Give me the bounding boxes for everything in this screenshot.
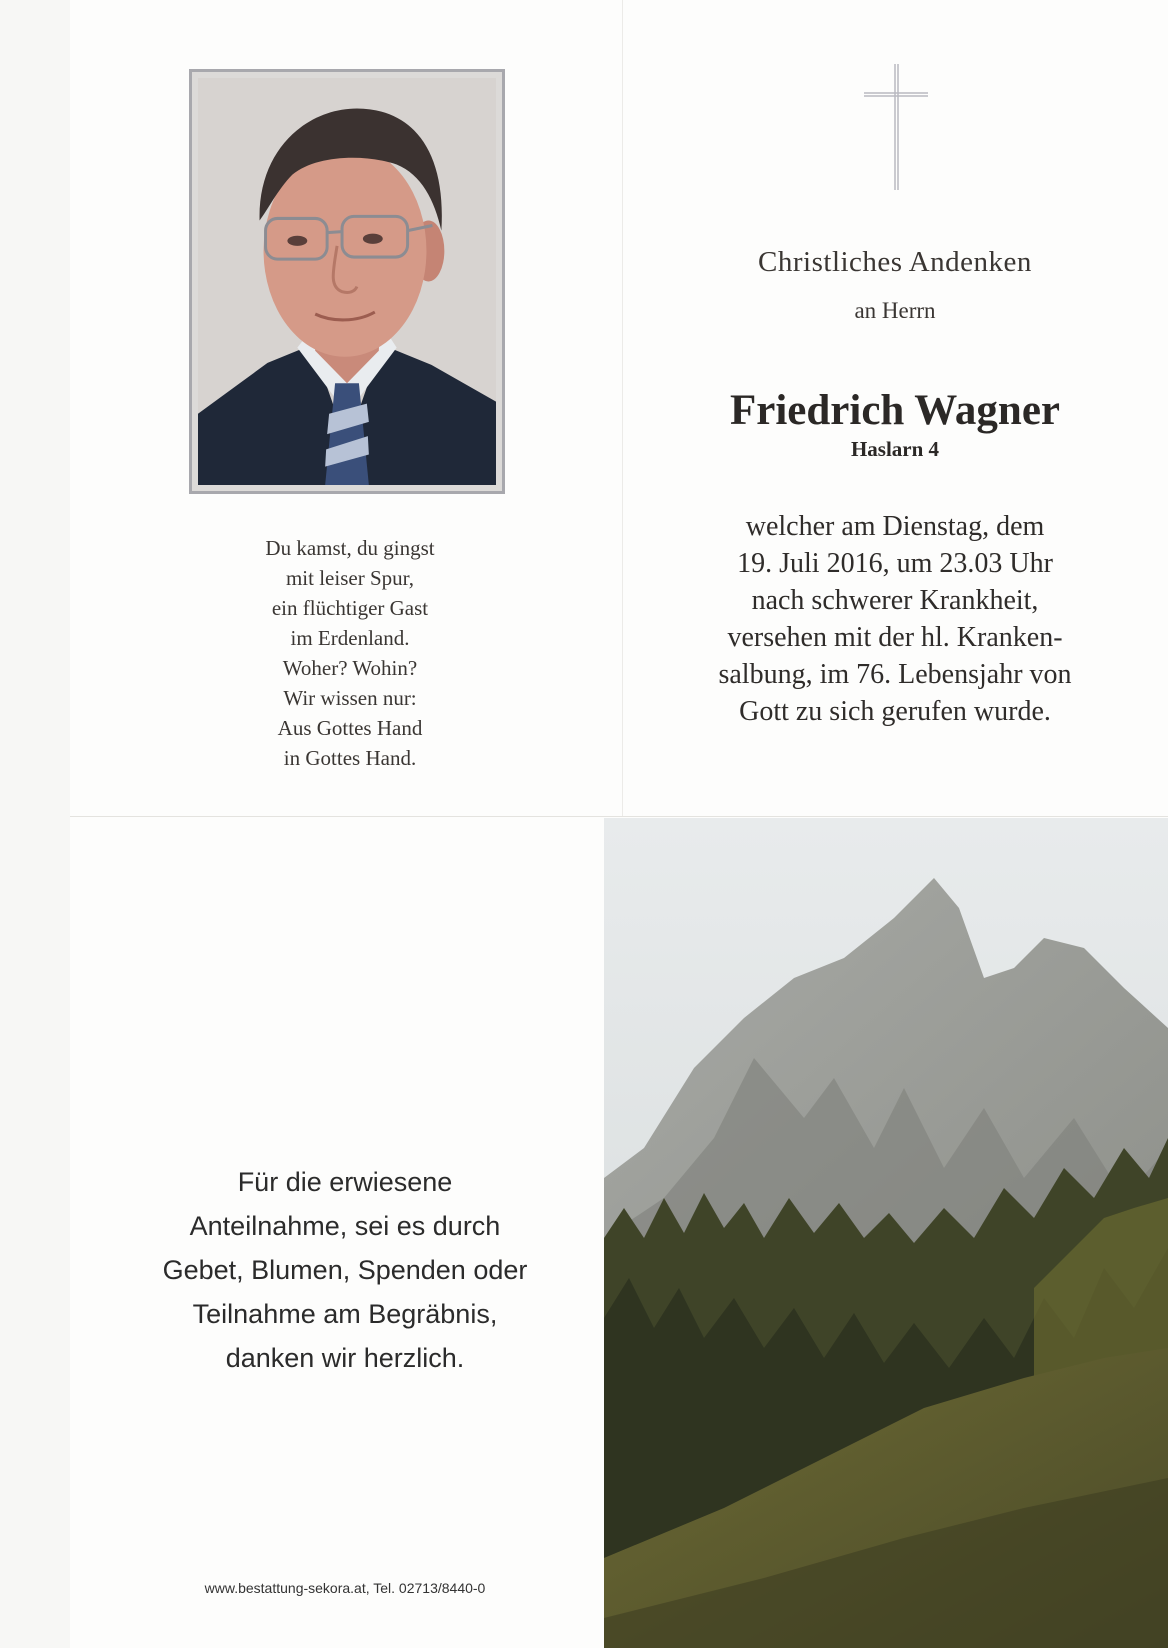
funeral-home-contact: www.bestattung-sekora.at, Tel. 02713/8440-0: [204, 1580, 486, 1596]
thanks-line: Für die erwiesene: [237, 1167, 453, 1197]
card-heading: Christliches Andenken: [758, 246, 1032, 278]
notice-line: Gott zu sich gerufen wurde.: [739, 696, 1051, 727]
poem-line: Aus Gottes Hand: [277, 716, 423, 740]
cross-icon: [862, 62, 930, 192]
fold-line-horizontal: [70, 816, 1168, 817]
thanks-line: Anteilnahme, sei es durch: [189, 1211, 501, 1241]
landscape-illustration: [604, 818, 1168, 1648]
poem-line: mit leiser Spur,: [285, 566, 415, 590]
poem-line: im Erdenland.: [290, 626, 410, 650]
notice-line: salbung, im 76. Lebensjahr von: [718, 659, 1072, 690]
thanks-line: Gebet, Blumen, Spenden oder: [162, 1255, 528, 1285]
poem-line: Woher? Wohin?: [282, 656, 418, 680]
card-subheading: an Herrn: [854, 298, 936, 323]
thanks-line: danken wir herzlich.: [225, 1343, 465, 1373]
poem-line: Du kamst, du gingst: [265, 536, 435, 560]
deceased-address: Haslarn 4: [850, 437, 940, 461]
notice-line: versehen mit der hl. Kranken-: [727, 622, 1063, 653]
mountain-forest-photo: [604, 818, 1168, 1648]
poem-line: ein flüchtiger Gast: [271, 596, 429, 620]
poem: [200, 533, 500, 773]
portrait-frame: [189, 69, 505, 494]
portrait-photo: [198, 78, 496, 485]
death-notice: [680, 508, 1110, 730]
notice-line: nach schwerer Krankheit,: [751, 585, 1039, 616]
thanks-line: Teilnahme am Begräbnis,: [192, 1299, 498, 1329]
thanks-text: [120, 1160, 570, 1380]
fold-line-vertical: [622, 0, 623, 816]
poem-line: in Gottes Hand.: [283, 746, 417, 770]
notice-line: 19. Juli 2016, um 23.03 Uhr: [737, 548, 1053, 579]
poem-line: Wir wissen nur:: [283, 686, 417, 710]
deceased-name: Friedrich Wagner: [729, 387, 1061, 434]
notice-line: welcher am Dienstag, dem: [745, 511, 1045, 542]
portrait-illustration: [198, 78, 496, 485]
